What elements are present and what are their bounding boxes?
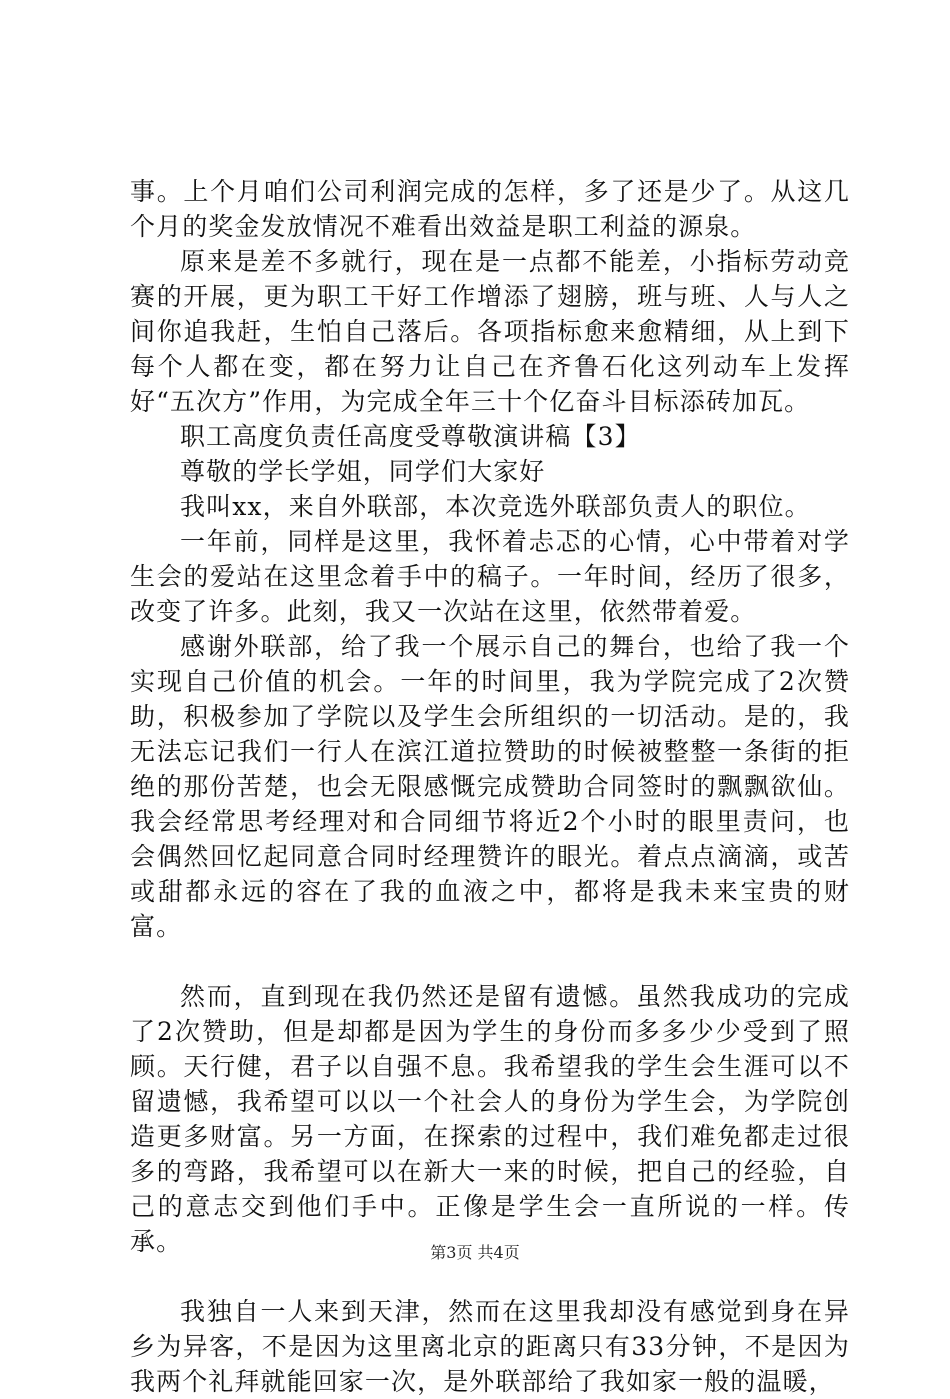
- self-introduction: 我叫xx，来自外联部，本次竞选外联部负责人的职位。: [180, 492, 811, 521]
- page-number-footer: 第3页 共4页: [430, 1243, 520, 1262]
- paragraph: 一年前，同样是这里，我怀着忐忑的心情，心中带着对学生会的爱站在这里念着手中的稿子。一年时间，经历了很多，改变了许多。此刻，我又一次站在这里，依然带着爱。: [130, 527, 850, 626]
- paragraph-continuation: 事。上个月咱们公司利润完成的怎样，多了还是少了。从这几个月的奖金发放情况不难看出效益是职工利益的源泉。: [130, 177, 850, 241]
- paragraph: 我独自一人来到天津，然而在这里我却没有感觉到身在异乡为异客，不是因为这里离北京的距离只有33分钟，不是因为我两个礼拜就能回家一次，是外联部给了我如家一般的温暖，: [130, 1297, 850, 1396]
- paragraph: 然而，直到现在我仍然还是留有遗憾。虽然我成功的完成了2次赞助，但是却都是因为学生的身份而多多少少受到了照顾。天行健，君子以自强不息。我希望我的学生会生涯可以不留遗憾，我希望可以以一个社会人的身份为学生会，为学院创造更多财富。另一方面，在探索的过程中，我们难免都走过很多的弯路，我希望可以在新大一来的时候，把自己的经验，自己的意志交到他们手中。正像是学生会一直所说的一样。传承。: [130, 982, 850, 1256]
- document-body: [130, 174, 850, 1399]
- paragraph: 感谢外联部，给了我一个展示自己的舞台，也给了我一个实现自己价值的机会。一年的时间里，我为学院完成了2次赞助，积极参加了学院以及学生会所组织的一切活动。是的，我无法忘记我们一行人在滨江道拉赞助的时候被整整一条街的拒绝的那份苦楚，也会无限感慨完成赞助合同签时的飘飘欲仙。我会经常思考经理对和合同细节将近2个小时的眼里责问，也会偶然回忆起同意合同时经理赞许的眼光。着点点滴滴，或苦或甜都永远的容在了我的血液之中，都将是我未来宝贵的财富。: [130, 632, 850, 941]
- paragraph: 原来是差不多就行，现在是一点都不能差，小指标劳动竞赛的开展，更为职工干好工作增添了翅膀，班与班、人与人之间你追我赶，生怕自己落后。各项指标愈来愈精细，从上到下每个人都在变，都在努力让自己在齐鲁石化这列动车上发挥好“五次方”作用，为完成全年三十个亿奋斗目标添砖加瓦。: [130, 247, 850, 416]
- greeting: 尊敬的学长学姐，同学们大家好: [180, 457, 546, 486]
- section-heading: 职工高度负责任高度受尊敬演讲稿【3】: [180, 422, 641, 451]
